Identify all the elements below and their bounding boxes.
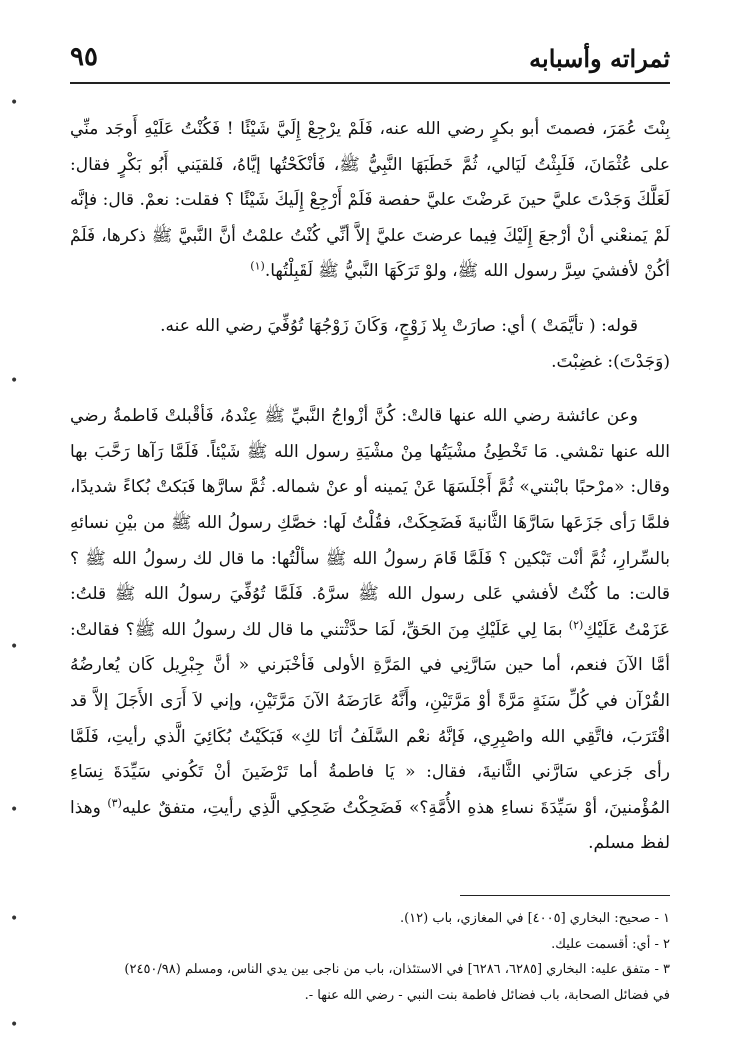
footnote-ref-1: (١) <box>250 259 265 273</box>
margin-dot: • <box>10 802 19 818</box>
margin-dot: • <box>10 1017 19 1033</box>
footnote-ref-3: (٣) <box>107 796 122 810</box>
paragraph-fatima-text-c: وهذا لفظ مسلم. <box>70 797 670 854</box>
paragraph-hafsa-text: بِنْتَ عُمَرَ، فصمتَ أبو بكرٍ رضي الله عنه، فَلَمْ يرْجِعْ إِلَيَّ شَيْئًا ! فَكُنْتُ عَلَيْهِ أَوجَد منِّي على عُثْمَانَ، فَلَبِثْتُ لَيَالي، ثُمَّ خَطَبَهَا النَّبِيُّ ﷺ، فَأنْكَحْتُها إيَّاهُ، فَلقيَني أَبُو بَكْرٍ فقال: لَعَلَّكَ وَجَدْتَ عليَّ حينَ عَرضْتَ عليَّ حفصة فَلَمْ أَرْجِعْ إِلَيكَ شَيْئًا ؟ فقلت: نعمْ. قال: فإنَّه لَمْ يَمنعْني أنْ أرْجعَ إِلَيْكَ فِيما عرضتَ عليَّ إلاَّ أنِّي كُنْتُ علمْتُ أنَّ النَّبيَّ ﷺ ذكرها، فَلَمْ أكُنْ لأفشيَ سِرَّ رسول الله ﷺ، ولوْ تَرَكَهَا النَّبيُّ ﷺ لَقَبِلْتُها. <box>70 119 670 282</box>
footnote-3-line-2: في فضائل الصحابة، باب فضائل فاطمة بنت النبي - رضي الله عنها -. <box>304 987 670 1003</box>
header-rule <box>70 82 670 84</box>
running-title: ثمراته وأسبابه <box>529 44 670 73</box>
paragraph-explanation <box>70 309 670 345</box>
footnotes <box>70 906 670 1008</box>
footnote-separator <box>460 895 670 896</box>
paragraph-fatima <box>70 399 670 862</box>
margin-dot: • <box>10 639 19 655</box>
main-text <box>70 112 670 862</box>
paragraph-hafsa <box>70 112 670 290</box>
margin-dot: • <box>10 373 19 389</box>
footnote-2: ٢ - أي: أقسمت عليك. <box>551 936 670 952</box>
explanation-text: قوله: ( تأيَّمَتْ ) أي: صارَتْ بِلا زَوْجٍ، وَكَانَ زَوْجُهَا تُوُفِّيَ رضي الله عنه. <box>160 315 638 336</box>
margin-dot: • <box>10 95 19 111</box>
footnote-ref-2: (٢) <box>568 618 584 632</box>
definition-text: (وَجَدْتَ): غضِبْتَ. <box>551 351 670 372</box>
page-header <box>70 40 670 84</box>
paragraph-definition <box>70 345 670 381</box>
paragraph-fatima-text-a: وعن عائشة رضي الله عنها قالتْ: كُنَّ أزْواجُ النَّبيِّ ﷺ عِنْدهُ، فَأقْبلتْ فَاطمةُ رضي الله عنها تمْشي. مَا تَخْطِئُ مشْيَتُها مِنْ مشْيَةِ رسول الله ﷺ شَيْئاً. فَلَمَّا رَآها رَحَّبَ بها وقال: «مرْحبًا بابْنتي» ثُمَّ أَجْلَسَهَا عَنْ يَمينه أو عنْ شماله. ثُمَّ سارَّها فَبَكتْ بُكاءً شديدًا، فلمَّا رَأى جَزَعَها سَارَّهَا الثَّانيةَ فَضَحِكَتْ، فقُلْتُ لَها: خصَّكِ رسولُ الله ﷺ من بيْنِ نسائهِ بالسِّرارِ، ثُمَّ أنْت تَبْكين ؟ فَلَمَّا قَامَ رسولُ الله ﷺ سألْتُها: ما قال لك رسولُ الله ﷺ ؟ قالت: ما كُنْتُ لأفشي عَلى رسول الله ﷺ سرَّهُ. فَلَمَّا تُوُفِّيَ رسولُ الله ﷺ قلتُ: عَزَمْتُ عَلَيْكِ <box>70 406 670 640</box>
paragraph-fatima-text-b: بمَا لِي عَلَيْكِ مِنَ الحَقِّ، لَمَا حدَّثْتني ما قال لك رسولُ الله ﷺ؟ فقالتْ: أمَّا الآنَ فنعم، أما حين سَارَّنِي في المَرَّةِ الأولى فَأخْبَرني « أنَّ جِبْرِيل كَان يُعارضُهُ القُرْآن في كُلِّ سَنَةٍ مَرَّةً أوْ مَرَّتَيْنِ، وأَنَّهُ عَارَضَهُ الآنَ مَرَّتَيْنِ، وإني لاَ أَرَى الأَجَلَ إلاَّ قد اقْتَرَبَ، فاتَّقِي الله واصْبِرِي، فَإنَّهُ نعْم السَّلَفُ أنَا لكِ» فَبَكَيْتُ بُكَائِيَ الَّذي رأيتِ، فَلَمَّا رأى جَزعي سَارَّني الثَّانيةَ، فقال: « يَا فاطمةُ أما تَرْضَينَ أنْ تَكُوني سَيِّدَةَ نِسَاءِ المُؤْمنينَ، أوْ سَيِّدَةَ نساءِ هذهِ الأُمَّةِ؟» فَضَحِكْتُ ضَحِكِي الَّذِي رأيتِ، متفقٌ عليه <box>70 619 670 818</box>
page-number: ٩٥ <box>70 42 98 72</box>
margin-dot: • <box>10 911 19 927</box>
footnote-1: ١ - صحيح: البخاري [٤٠٠٥] في المغازي، باب (١٢). <box>399 911 670 926</box>
footnote-3-line-1: ٣ - متفق عليه: البخاري [٦٢٨٥، ٦٢٨٦] في الاستئذان، باب من ناجى بين يدي الناس، ومسلم (٢٤٥٠/٩٨) <box>124 962 670 977</box>
